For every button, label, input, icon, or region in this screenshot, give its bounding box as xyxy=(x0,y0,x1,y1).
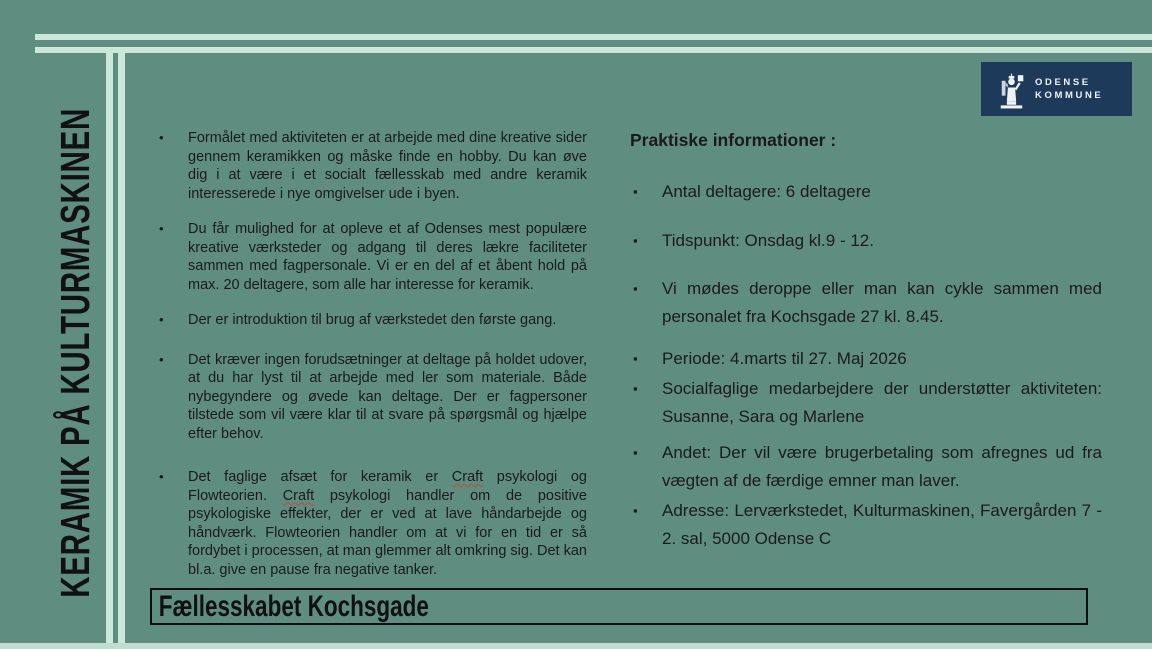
bullet-text-workshop: Du får mulighed for at opleve et af Odenses mest populære kreative værksteder og adgang til deres lækre faciliteter sammen med fagpersonale. Vi er en del af et åbent hold på max. 20 deltagere, som alle har interesse for keramik. xyxy=(188,221,587,293)
info-participants: Antal deltagere: 6 deltagere xyxy=(662,182,871,201)
square-bullet-icon: ▪ xyxy=(633,233,638,248)
list-item xyxy=(150,311,587,330)
round-bullet-icon: • xyxy=(159,221,164,236)
bottom-stripe xyxy=(0,643,1152,649)
footer-title: Fællesskabet Kochsgade xyxy=(158,589,429,623)
info-meeting: Vi mødes deroppe eller man kan cykle sammen med personalet fra Kochsgade 27 kl. 8.45. xyxy=(662,279,1102,326)
square-bullet-icon: ▪ xyxy=(633,445,638,460)
round-bullet-icon: • xyxy=(159,469,164,484)
info-staff: Socialfaglige medarbejdere der understøtter aktiviteten: Susanne, Sara og Marlene xyxy=(662,379,1102,426)
list-item xyxy=(150,351,587,444)
practical-info-section xyxy=(630,129,1102,553)
round-bullet-icon: • xyxy=(159,312,164,327)
spellchecked-word: Craft xyxy=(451,469,484,485)
square-bullet-icon: ▪ xyxy=(633,381,638,396)
bullet-text-prerequisites: Det kræver ingen forudsætninger at deltage på holdet udover, at du har lyst til at arbejde med ler som materiale. Både nybegyndere og øvede kan deltage. Der er fagpersoner tilstede som vil være klar til at svare på spørgsmål og hjælpe efter behov. xyxy=(188,351,587,442)
spellchecked-word: Craft xyxy=(282,487,315,504)
odense-kommune-logo xyxy=(981,62,1132,116)
logo-line-2: KOMMUNE xyxy=(1035,90,1104,101)
list-item xyxy=(630,345,1102,373)
list-item xyxy=(630,178,1102,206)
list-item xyxy=(150,468,587,579)
round-bullet-icon: • xyxy=(159,351,164,367)
top-stripe-1 xyxy=(35,34,1152,40)
left-stripe-1 xyxy=(106,53,113,643)
info-other: Andet: Der vil være brugerbetaling som afregnes ud fra vægten af de færdige emner man laver. xyxy=(662,443,1102,490)
list-item xyxy=(150,129,587,203)
list-item xyxy=(630,275,1102,331)
left-stripe-2 xyxy=(118,53,125,643)
info-period: Periode: 4.marts til 27. Maj 2026 xyxy=(662,349,907,368)
page-title-text: KERAMIK PÅ KULTURMASKINEN xyxy=(51,108,98,598)
theory-text-part: psykologi og Flowteorien. xyxy=(188,469,587,504)
bullet-text-purpose: Formålet med aktiviteten er at arbejde med dine kreative sider gennem keramikken og måske finde en hobby. Du kan øve dig i at være i et socialt fællesskab med andre keramik interesserede i nye omgivelser ude i byen. xyxy=(188,130,587,202)
theory-text-part: Det faglige afsæt for keramik er xyxy=(188,469,452,485)
list-item xyxy=(630,497,1102,553)
info-time: Tidspunkt: Onsdag kl.9 - 12. xyxy=(662,231,874,250)
list-item xyxy=(630,375,1102,431)
info-address: Adresse: Lerværkstedet, Kulturmaskinen, Favergården 7 - 2. sal, 5000 Odense C xyxy=(662,501,1102,548)
list-item xyxy=(630,227,1102,255)
top-stripe-2 xyxy=(35,47,1152,53)
list-item xyxy=(150,220,587,294)
bullet-text-theory xyxy=(188,468,587,579)
square-bullet-icon: ▪ xyxy=(633,281,638,296)
page-title-vertical xyxy=(53,43,97,649)
round-bullet-icon: • xyxy=(159,130,164,145)
logo-line-1: ODENSE xyxy=(1035,76,1091,88)
theory-text-part: psykologi handler om de positive psykologiske effekter, der er ved at lave håndarbejde og håndværk. Flowteorien handler om at vi for en tid er så fordybet i processen, at man glemmer alt omkring sig. Det kan bl.a. give en pause fra negative tanker. xyxy=(188,487,587,578)
square-bullet-icon: ▪ xyxy=(633,184,638,199)
practical-info-heading: Praktiske informationer : xyxy=(630,130,837,150)
intro-bullet-list xyxy=(150,129,587,579)
logo-wordmark xyxy=(1035,76,1103,103)
square-bullet-icon: ▪ xyxy=(633,351,638,366)
footer-title-box xyxy=(150,588,1088,625)
list-item xyxy=(630,439,1102,495)
bullet-text-introduction: Der er introduktion til brug af værkstedet den første gang. xyxy=(188,312,557,328)
odense-statue-icon xyxy=(998,69,1025,110)
square-bullet-icon: ▪ xyxy=(633,503,638,518)
